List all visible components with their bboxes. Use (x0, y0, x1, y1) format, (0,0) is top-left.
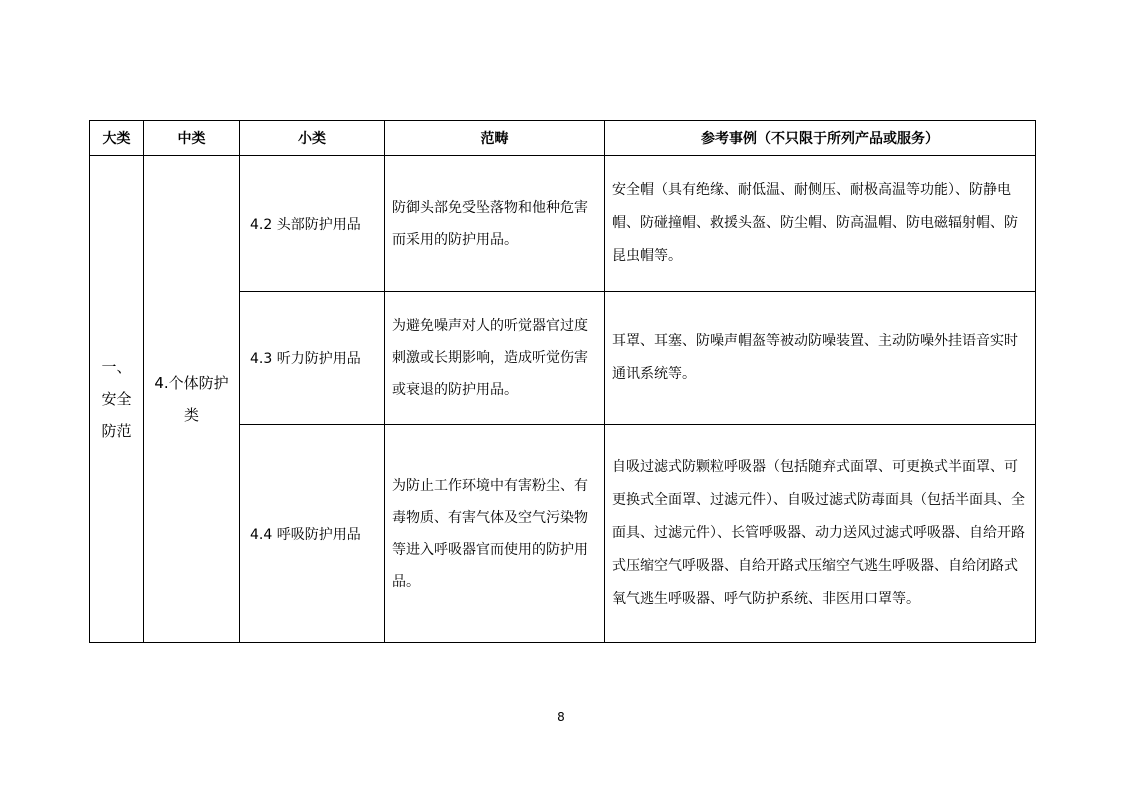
header-scope: 范畴 (385, 121, 605, 156)
classification-table (89, 120, 1036, 643)
scope-cell: 为避免噪声对人的听觉器官过度刺激或长期影响，造成听觉伤害或衰退的防护用品。 (385, 292, 605, 425)
reference-examples-cell: 耳罩、耳塞、防噪声帽盔等被动防噪装置、主动防噪外挂语音实时通讯系统等。 (605, 292, 1036, 425)
major-category-line: 防范 (101, 422, 132, 440)
page-number: 8 (557, 710, 565, 724)
reference-examples-cell: 自吸过滤式防颗粒呼吸器（包括随弃式面罩、可更换式半面罩、可更换式全面罩、过滤元件）、自吸过滤式防毒面具（包括半面具、全面具、过滤元件）、长管呼吸器、动力送风过滤式呼吸器、自给开路式压缩空气呼吸器、自给开路式压缩空气逃生呼吸器、自给闭路式氧气逃生呼吸器、呼气防护系统、非医用口罩等。 (605, 425, 1036, 643)
reference-examples-cell: 安全帽（具有绝缘、耐低温、耐侧压、耐极高温等功能）、防静电帽、防碰撞帽、救援头盔、防尘帽、防高温帽、防电磁辐射帽、防昆虫帽等。 (605, 156, 1036, 292)
middle-category-line: 4.个体防护 (154, 374, 229, 392)
sub-category-cell: 4.4 呼吸防护用品 (240, 425, 385, 643)
header-sub-category: 小类 (240, 121, 385, 156)
middle-category-cell (144, 156, 240, 643)
header-reference-examples: 参考事例（不只限于所列产品或服务） (605, 121, 1036, 156)
middle-category-line: 类 (183, 406, 199, 424)
major-category-line: 安全 (101, 390, 132, 408)
sub-category-cell: 4.3 听力防护用品 (240, 292, 385, 425)
major-category-cell (90, 156, 144, 643)
table-row (90, 156, 1036, 292)
major-category-line: 一、 (101, 358, 132, 376)
header-major-category: 大类 (90, 121, 144, 156)
table-header-row (90, 121, 1036, 156)
scope-cell: 防御头部免受坠落物和他种危害而采用的防护用品。 (385, 156, 605, 292)
scope-cell: 为防止工作环境中有害粉尘、有毒物质、有害气体及空气污染物等进入呼吸器官而使用的防护用品。 (385, 425, 605, 643)
sub-category-cell: 4.2 头部防护用品 (240, 156, 385, 292)
header-middle-category: 中类 (144, 121, 240, 156)
